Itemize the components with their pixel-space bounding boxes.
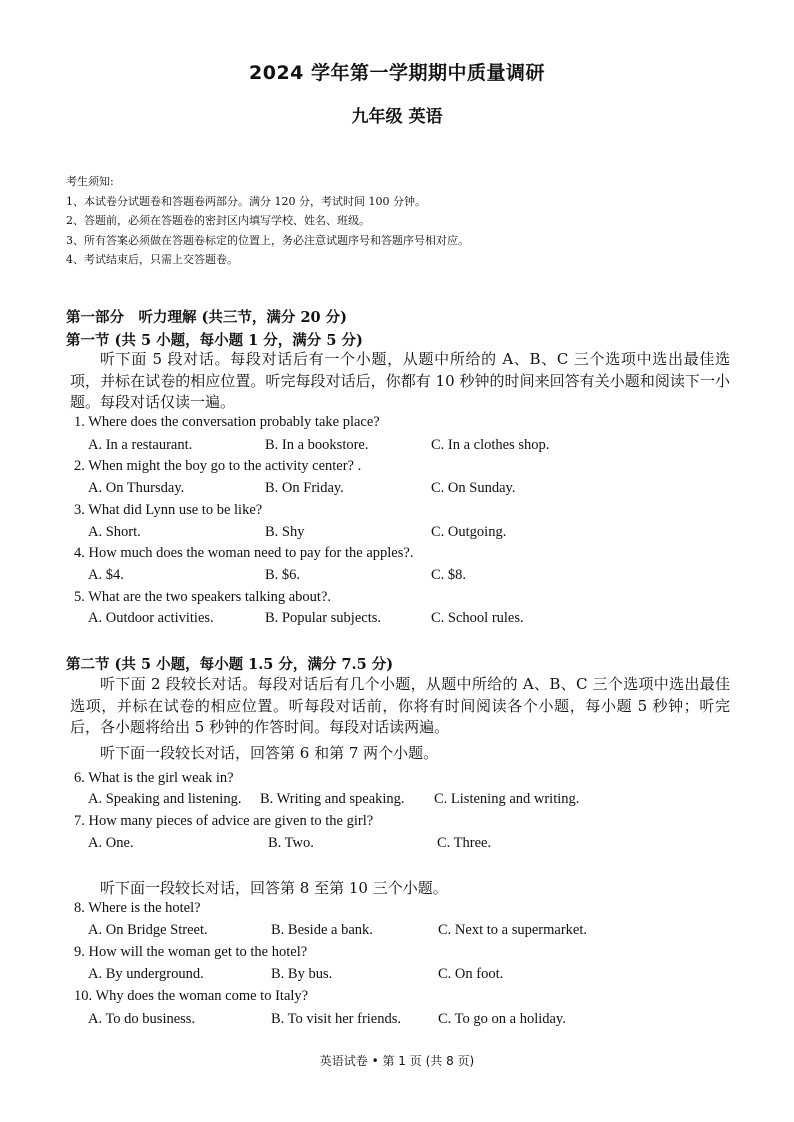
question-2-option-b: B. On Friday. <box>265 480 344 496</box>
question-8-option-a: A. On Bridge Street. <box>88 922 208 938</box>
question-6-option-a: A. Speaking and listening. <box>88 791 242 807</box>
section1-heading: 第一节 (共 5 小题，每小题 1 分，满分 5 分) <box>66 332 363 349</box>
question-4-option-a: A. $4. <box>88 567 124 583</box>
question-6: 6. What is the girl weak in? <box>74 770 234 786</box>
exam-subtitle: 九年级 英语 <box>351 107 443 127</box>
question-10-option-a: A. To do business. <box>88 1011 196 1027</box>
question-5: 5. What are the two speakers talking about?. <box>74 589 332 605</box>
question-6-option-c: C. Listening and writing. <box>434 791 580 807</box>
section2-instructions: 听下面 2 段较长对话。每段对话后有几个小题，从题中所给的 A、B、C 三个选项中选出最佳选项，并标在试卷的相应位置。听每段对话前，你将有时间阅读各个小题，每小题 5 秒钟；听完后，各小题将给出 5 秒钟的作答时间。每段对话读两遍。 <box>70 675 730 736</box>
question-10: 10. Why does the woman come to Italy? <box>74 988 309 1004</box>
question-2-option-a: A. On Thursday. <box>88 480 185 496</box>
notice-item: 2、答题前，必须在答题卷的密封区内填写学校、姓名、班级。 <box>66 214 370 227</box>
question-3: 3. What did Lynn use to be like? <box>74 502 263 518</box>
question-8-option-b: B. Beside a bank. <box>271 922 373 938</box>
question-2: 2. When might the boy go to the activity center? . <box>74 458 362 474</box>
question-7-option-b: B. Two. <box>268 835 314 851</box>
question-2-option-c: C. On Sunday. <box>431 480 516 496</box>
question-1-option-c: C. In a clothes shop. <box>431 437 550 453</box>
question-10-option-c: C. To go on a holiday. <box>438 1011 566 1027</box>
notice-item: 1、本试卷分试题卷和答题卷两部分。满分 120 分，考试时间 100 分钟。 <box>66 194 426 208</box>
exam-title: 2024 学年第一学期期中质量调研 <box>249 62 545 84</box>
notice-item: 3、所有答案必须做在答题卷标定的位置上，务必注意试题序号和答题序号相对应。 <box>66 233 469 247</box>
question-7-option-a: A. One. <box>88 835 134 851</box>
question-5-option-c: C. School rules. <box>431 610 524 626</box>
section2-heading: 第二节 (共 5 小题，每小题 1.5 分，满分 7.5 分) <box>66 656 394 673</box>
question-7: 7. How many pieces of advice are given to the girl? <box>74 813 374 829</box>
question-3-option-c: C. Outgoing. <box>431 524 507 540</box>
page-footer: 英语试卷 • 第 1 页 (共 8 页) <box>319 1054 475 1068</box>
question-5-option-a: A. Outdoor activities. <box>88 610 214 626</box>
question-3-option-b: B. Shy <box>265 524 305 540</box>
exam-notice <box>66 172 469 270</box>
question-9-option-a: A. By underground. <box>88 966 204 982</box>
question-4: 4. How much does the woman need to pay for the apples?. <box>74 545 414 561</box>
dialog1-intro: 听下面一段较长对话，回答第 6 和第 7 两个小题。 <box>100 744 439 762</box>
question-9-option-b: B. By bus. <box>271 966 333 982</box>
question-4-option-c: C. $8. <box>431 567 467 583</box>
section1-instructions: 听下面 5 段对话。每段对话后有一个小题，从题中所给的 A、B、C 三个选项中选出最佳选项，并标在试卷的相应位置。听完每段对话后，你都有 10 秒钟的时间来回答有关小题和阅读下一小题。每段对话仅读一遍。 <box>70 350 730 411</box>
part1-heading: 第一部分 听力理解 (共三节，满分 20 分) <box>66 309 348 326</box>
question-4-option-b: B. $6. <box>265 567 301 583</box>
notice-heading: 考生须知: <box>66 175 114 188</box>
question-9-option-c: C. On foot. <box>438 966 504 982</box>
question-1: 1. Where does the conversation probably take place? <box>74 414 380 430</box>
notice-item: 4、考试结束后，只需上交答题卷。 <box>66 253 238 266</box>
question-6-option-b: B. Writing and speaking. <box>260 791 405 807</box>
question-9: 9. How will the woman get to the hotel? <box>74 944 308 960</box>
question-8-option-c: C. Next to a supermarket. <box>438 922 587 938</box>
question-1-option-a: A. In a restaurant. <box>88 437 193 453</box>
question-10-option-b: B. To visit her friends. <box>271 1011 402 1027</box>
dialog2-intro: 听下面一段较长对话，回答第 8 至第 10 三个小题。 <box>100 879 448 897</box>
question-7-option-c: C. Three. <box>437 835 492 851</box>
question-8: 8. Where is the hotel? <box>74 900 201 916</box>
question-3-option-a: A. Short. <box>88 524 141 540</box>
question-5-option-b: B. Popular subjects. <box>265 610 381 626</box>
question-1-option-b: B. In a bookstore. <box>265 437 369 453</box>
